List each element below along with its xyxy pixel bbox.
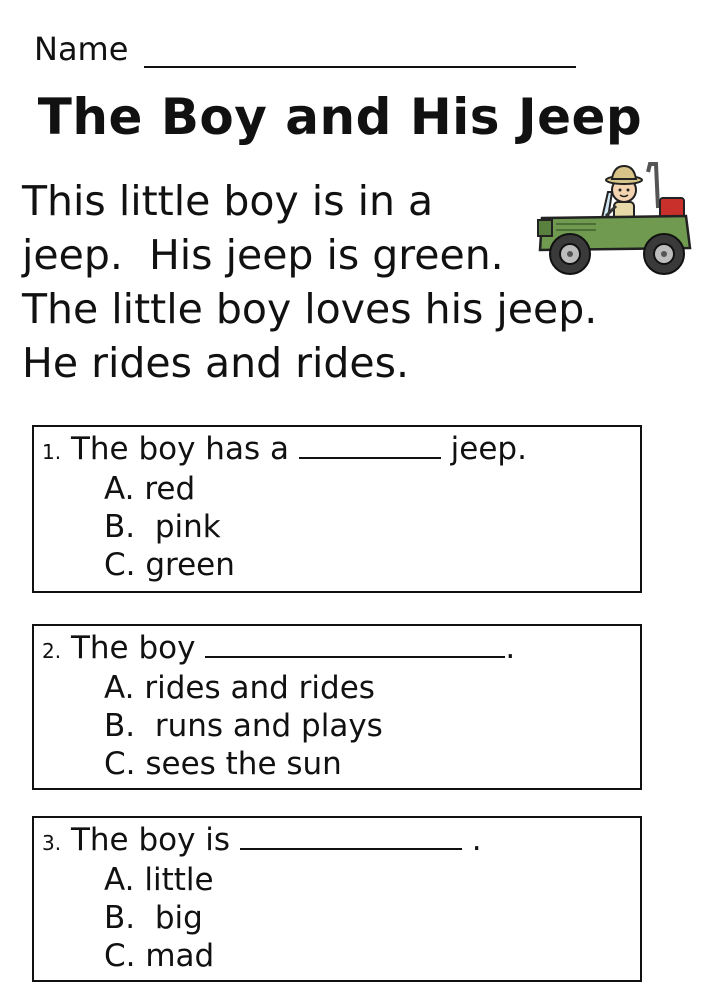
story-line: The little boy loves his jeep. [22, 285, 598, 333]
option-b[interactable]: B. pink [104, 509, 221, 545]
option-b[interactable]: B. runs and plays [104, 708, 383, 744]
story-passage [22, 174, 597, 390]
question-number: 3. [42, 831, 62, 855]
name-label: Name [34, 30, 129, 68]
option-c[interactable]: C. mad [104, 938, 215, 974]
story-line: This little boy is in a [22, 177, 434, 225]
option-c[interactable]: C. sees the sun [104, 746, 342, 782]
boy-in-jeep-icon [536, 158, 706, 278]
story-line: He rides and rides. [22, 339, 410, 387]
question-2-prompt [42, 630, 515, 666]
page-title: The Boy and His Jeep [37, 88, 643, 146]
question-number: 1. [42, 440, 62, 464]
question-1-prompt [42, 431, 527, 467]
option-a[interactable]: A. red [104, 471, 196, 507]
question-text-end: jeep. [450, 431, 527, 467]
option-c[interactable]: C. green [104, 547, 235, 583]
question-text: The boy is [70, 822, 231, 858]
question-text-end: . [505, 630, 516, 666]
option-a[interactable]: A. rides and rides [104, 670, 375, 706]
question-3-prompt [42, 822, 482, 858]
question-box-2 [32, 624, 642, 790]
option-a[interactable]: A. little [104, 862, 214, 898]
question-text: The boy [70, 630, 196, 666]
question-text: The boy has a [70, 431, 289, 467]
answer-blank[interactable] [299, 435, 441, 459]
option-b[interactable]: B. big [104, 900, 203, 936]
question-text-end: . [461, 822, 482, 858]
question-number: 2. [42, 639, 62, 663]
story-line: jeep. His jeep is green. [22, 231, 504, 279]
name-field [34, 30, 576, 68]
question-box-1 [32, 425, 642, 593]
name-blank-line[interactable] [144, 36, 576, 68]
question-box-3 [32, 816, 642, 982]
answer-blank[interactable] [205, 634, 505, 658]
answer-blank[interactable] [240, 826, 462, 850]
